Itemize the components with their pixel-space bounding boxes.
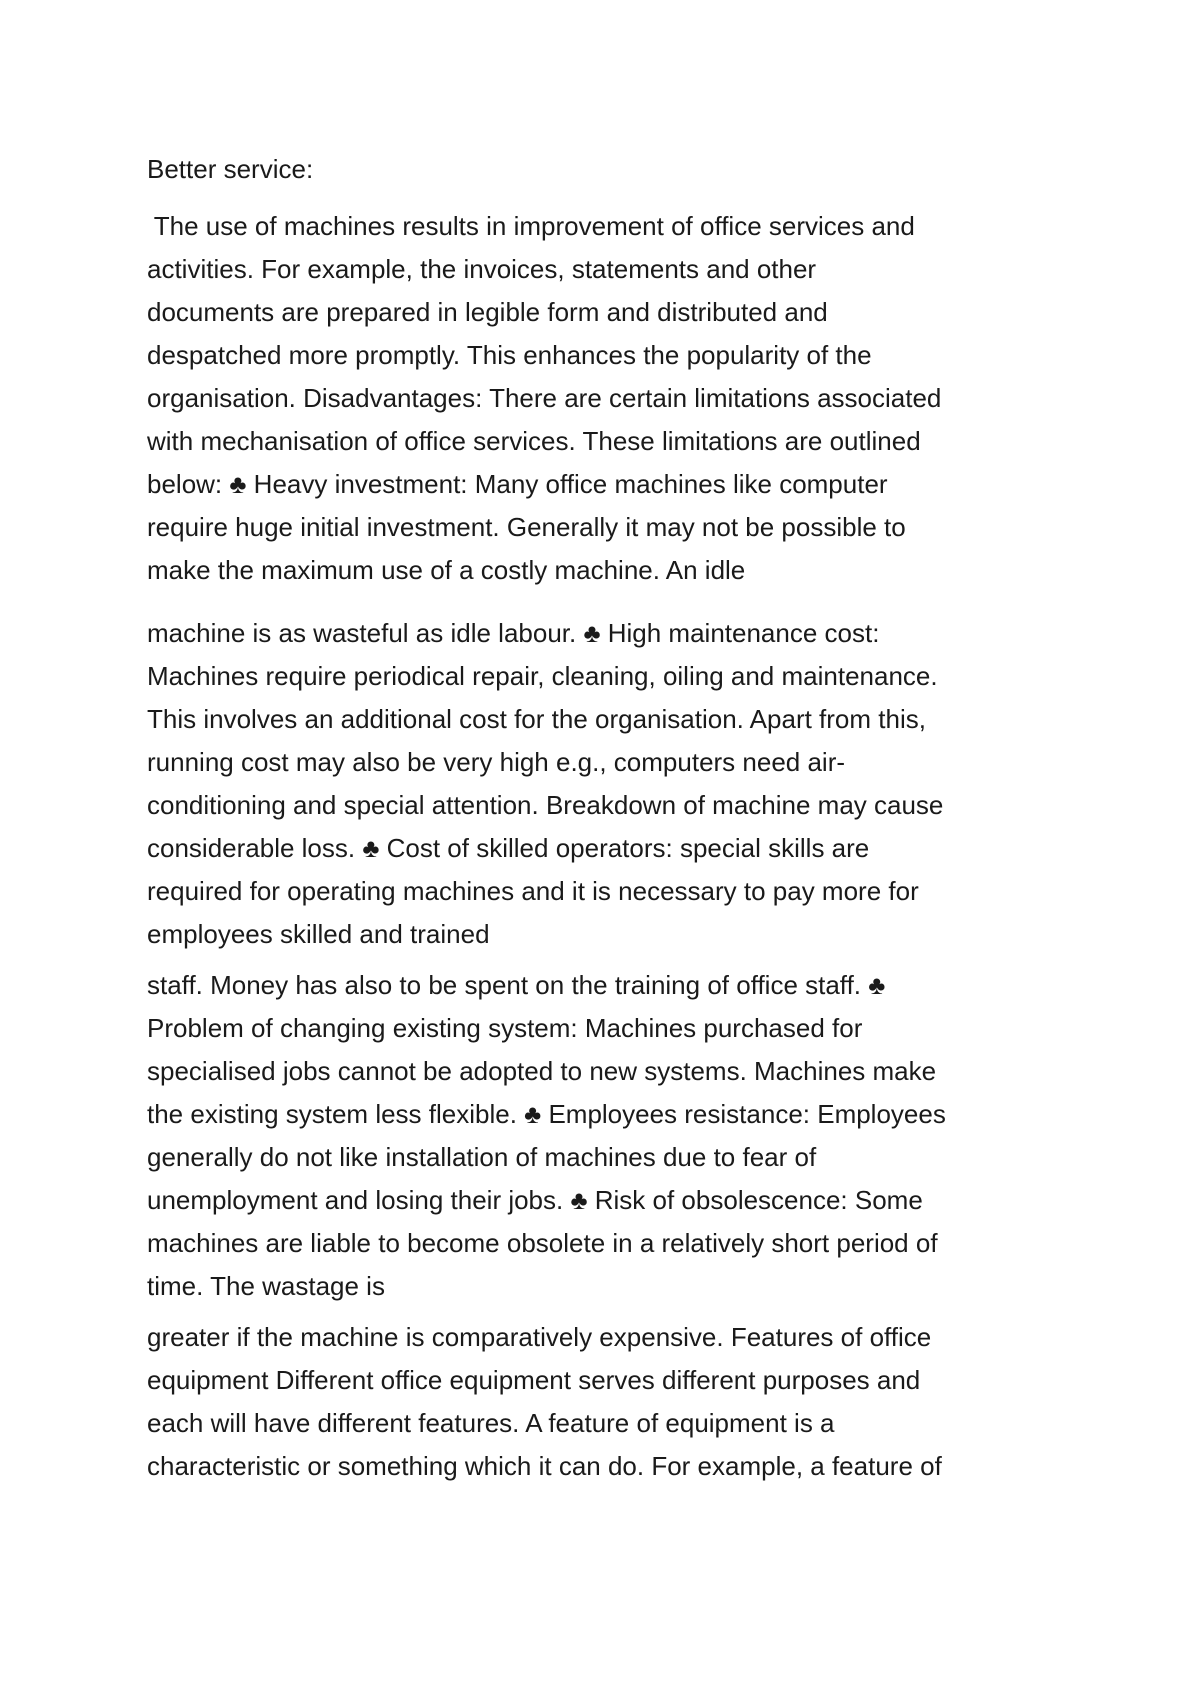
text-line: generally do not like installation of machines due to fear of xyxy=(147,1142,817,1172)
text-line: specialised jobs cannot be adopted to new systems. Machines make xyxy=(147,1056,937,1086)
text-line: machine is as wasteful as idle labour. ♣ High maintenance cost: xyxy=(147,618,880,648)
text-line: staff. Money has also to be spent on the training of office staff. ♣ xyxy=(147,970,886,1000)
paragraph-1 xyxy=(147,205,1097,592)
text-line: require huge initial investment. Generally it may not be possible to xyxy=(147,512,906,542)
text-line: equipment Different office equipment serves different purposes and xyxy=(147,1365,921,1395)
text-line: unemployment and losing their jobs. ♣ Risk of obsolescence: Some xyxy=(147,1185,923,1215)
text-line: considerable loss. ♣ Cost of skilled operators: special skills are xyxy=(147,833,870,863)
text-line: activities. For example, the invoices, statements and other xyxy=(147,254,817,284)
section-heading xyxy=(147,148,1097,191)
text-line: each will have different features. A feature of equipment is a xyxy=(147,1408,835,1438)
text-line: Machines require periodical repair, cleaning, oiling and maintenance. xyxy=(147,661,938,691)
text-line: running cost may also be very high e.g., computers need air- xyxy=(147,747,846,777)
text-line: conditioning and special attention. Breakdown of machine may cause xyxy=(147,790,944,820)
paragraph-2 xyxy=(147,612,1097,956)
text-line: make the maximum use of a costly machine. An idle xyxy=(147,555,746,585)
paragraph-3 xyxy=(147,964,1097,1308)
paragraph-4 xyxy=(147,1316,1097,1488)
text-line: organisation. Disadvantages: There are certain limitations associated xyxy=(147,383,942,413)
text-line: characteristic or something which it can do. For example, a feature of xyxy=(147,1451,942,1481)
text-line: employees skilled and trained xyxy=(147,919,490,949)
heading-text: Better service: xyxy=(147,154,314,184)
text-line: below: ♣ Heavy investment: Many office machines like computer xyxy=(147,469,888,499)
text-line: documents are prepared in legible form and distributed and xyxy=(147,297,828,327)
text-line: with mechanisation of office services. These limitations are outlined xyxy=(147,426,921,456)
text-line: This involves an additional cost for the organisation. Apart from this, xyxy=(147,704,926,734)
text-line: the existing system less flexible. ♣ Employees resistance: Employees xyxy=(147,1099,946,1129)
text-line: The use of machines results in improvement of office services and xyxy=(147,211,915,241)
text-line: greater if the machine is comparatively expensive. Features of office xyxy=(147,1322,932,1352)
text-line: Problem of changing existing system: Machines purchased for xyxy=(147,1013,863,1043)
text-line: time. The wastage is xyxy=(147,1271,385,1301)
text-line: machines are liable to become obsolete in a relatively short period of xyxy=(147,1228,938,1258)
text-line: required for operating machines and it is necessary to pay more for xyxy=(147,876,919,906)
text-line: despatched more promptly. This enhances the popularity of the xyxy=(147,340,872,370)
